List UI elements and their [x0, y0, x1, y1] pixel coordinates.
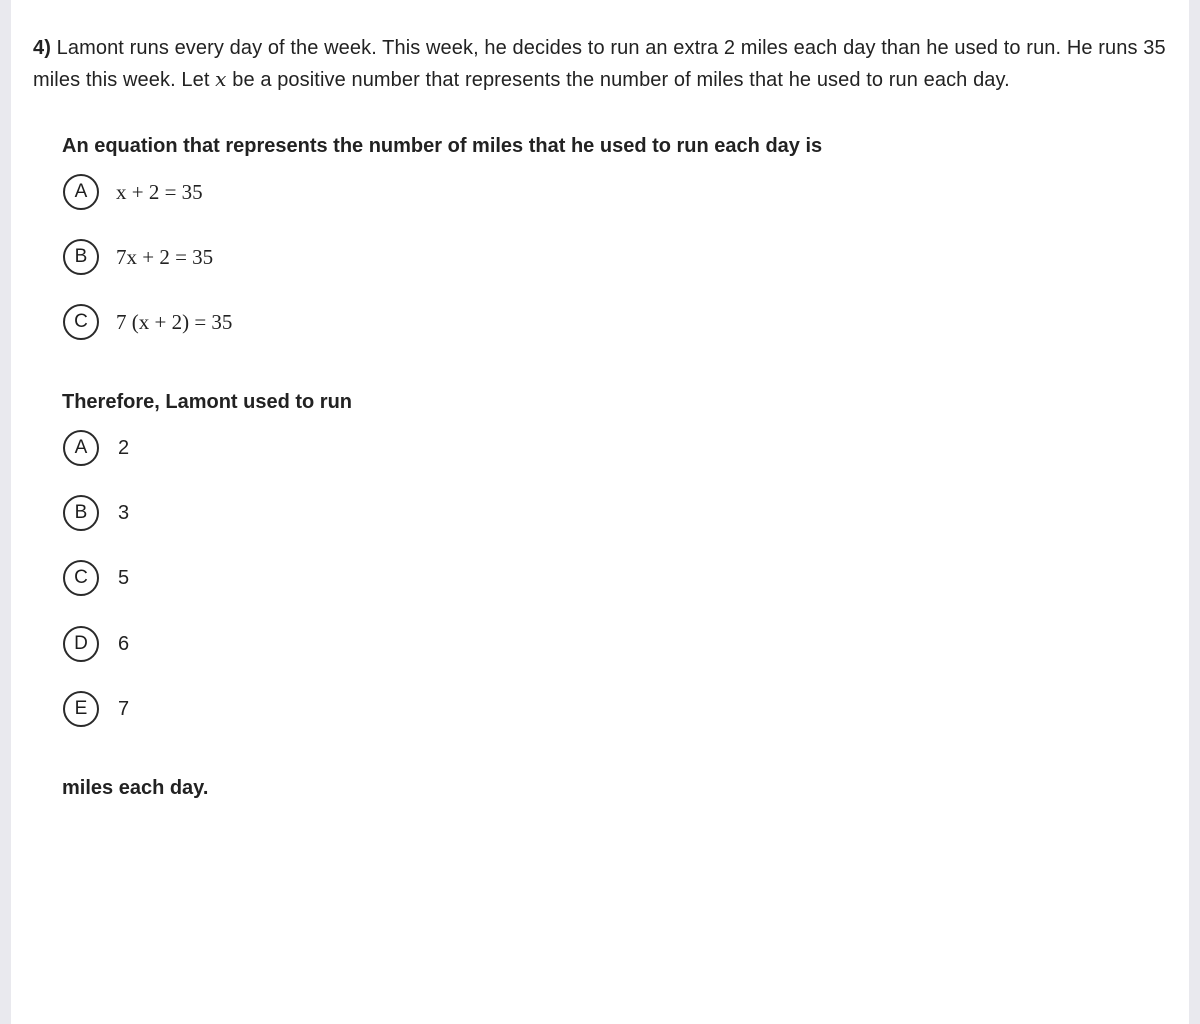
answer-option-d-text: 6: [118, 632, 130, 655]
answer-prompt: Therefore, Lamont used to run: [62, 391, 353, 413]
answer-option-a[interactable]: [63, 430, 129, 466]
answer-option-e[interactable]: [63, 691, 129, 727]
answer-e-badge[interactable]: E: [63, 691, 99, 727]
equation-option-b[interactable]: [63, 239, 213, 275]
equation-option-b-text: 7x + 2 = 35: [116, 244, 214, 269]
equation-option-a-text: x + 2 = 35: [116, 179, 203, 204]
option-c-badge[interactable]: C: [63, 304, 99, 340]
equation-option-c-text: 7 (x + 2) = 35: [116, 309, 233, 334]
answer-option-c[interactable]: [63, 560, 129, 596]
answer-option-e-text: 7: [118, 697, 130, 720]
answer-option-d[interactable]: [63, 626, 129, 662]
answer-option-b[interactable]: [63, 495, 129, 531]
answer-b-badge[interactable]: B: [63, 495, 99, 531]
option-a-badge[interactable]: A: [63, 174, 99, 210]
equation-option-c[interactable]: [63, 304, 232, 340]
answer-c-badge[interactable]: C: [63, 560, 99, 596]
question-text-part-2: be a positive number that represents the number of miles that he used to run each day.: [226, 69, 1010, 91]
option-b-badge[interactable]: B: [63, 239, 99, 275]
worksheet-page: [11, 0, 1189, 1024]
answer-option-c-text: 5: [118, 566, 130, 589]
question-number: 4): [33, 37, 51, 59]
answer-d-badge[interactable]: D: [63, 626, 99, 662]
equation-prompt: An equation that represents the number of miles that he used to run each day is: [62, 135, 823, 157]
answer-suffix: miles each day.: [62, 777, 209, 799]
question-variable: x: [215, 67, 227, 91]
question-text-part-1: Lamont runs every day of the week. This week, he decides to run an extra 2 miles each day than he used to run. He runs 35 miles this week. Let: [33, 37, 1166, 91]
answer-option-a-text: 2: [118, 436, 130, 459]
answer-a-badge[interactable]: A: [63, 430, 99, 466]
answer-option-b-text: 3: [118, 501, 130, 524]
question-text: [33, 33, 1173, 96]
equation-option-a[interactable]: [63, 174, 203, 210]
